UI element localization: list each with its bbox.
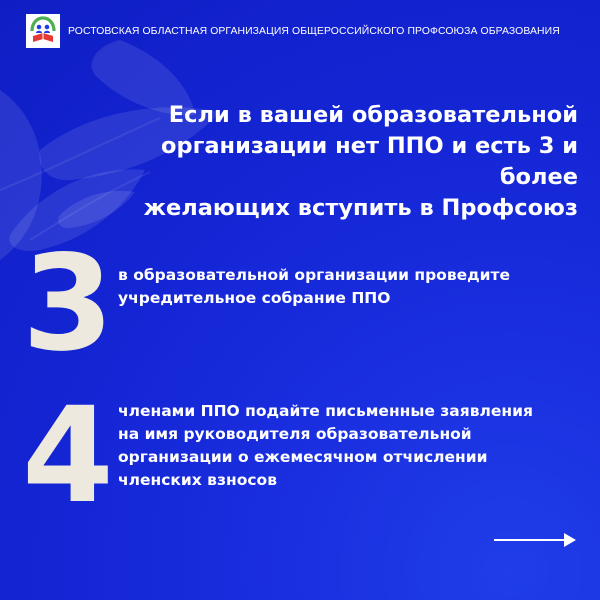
step-text-line: членами ППО подайте письменные заявления bbox=[118, 402, 533, 420]
step-text-line: членских взносов bbox=[118, 471, 277, 489]
organization-name: РОСТОВСКАЯ ОБЛАСТНАЯ ОРГАНИЗАЦИЯ ОБЩЕРОССИЙСКОГО ПРОФСОЮЗА ОБРАЗОВАНИЯ bbox=[68, 25, 560, 37]
headline-line: Если в вашей образовательной bbox=[168, 102, 578, 128]
arrow-right-icon[interactable] bbox=[492, 530, 578, 550]
headline bbox=[108, 100, 578, 224]
step-text-line: в образовательной организации проведите bbox=[118, 266, 511, 284]
step-text-line: на имя руководителя образовательной bbox=[118, 425, 472, 443]
step-text bbox=[118, 400, 578, 492]
header bbox=[26, 14, 586, 48]
step-number: 4 bbox=[22, 379, 114, 533]
step-text bbox=[118, 264, 578, 310]
headline-line: организации нет ППО и есть 3 и более bbox=[161, 133, 578, 190]
step-number: 3 bbox=[22, 227, 114, 381]
union-book-logo-icon bbox=[26, 14, 60, 48]
step-text-line: организации о ежемесячном отчислении bbox=[118, 448, 488, 466]
step-text-line: учредительное собрание ППО bbox=[118, 289, 391, 307]
headline-line: желающих вступить в Профсоюз bbox=[143, 195, 578, 221]
